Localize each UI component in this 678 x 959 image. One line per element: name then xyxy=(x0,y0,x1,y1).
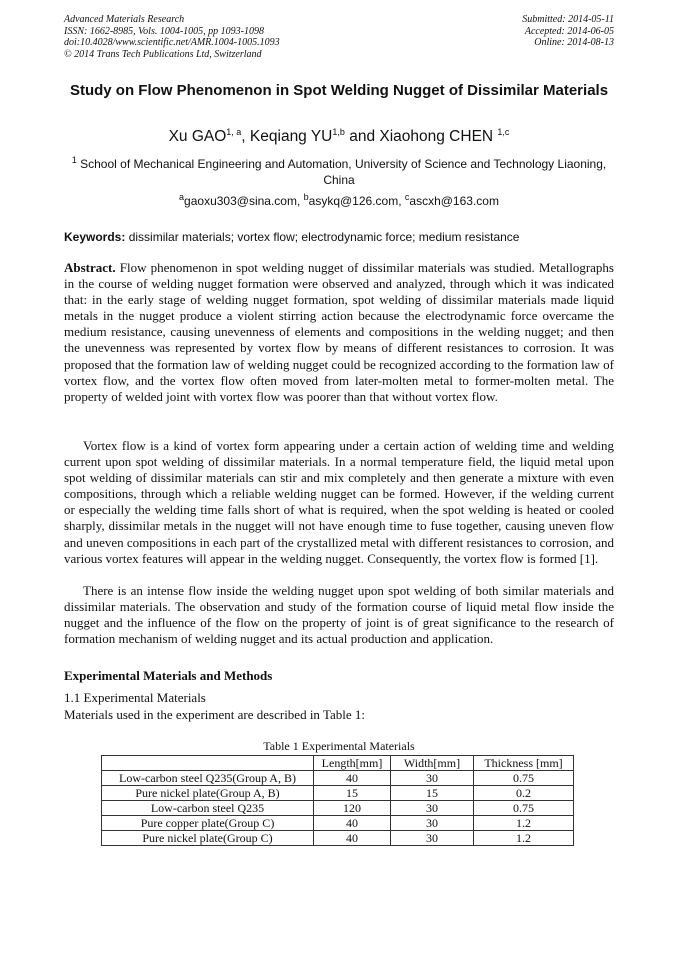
table-header-row xyxy=(102,756,574,771)
table-cell: 15 xyxy=(314,786,391,801)
intro-paragraph-1: Vortex flow is a kind of vortex form appearing under a certain action of welding time and welding current upon spot welding of dissimilar materials. In a normal temperature field, the liquid metal upon spot welding of dissimilar materials can stir and mix completely and then generate a mixture with even compositions, through which a reliable welding nugget can be formed. However, if the welding current or especially the welding time falls short of what is required, when the spot welding is heated or cooled sharply, dissimilar metals in the nugget will not have enough time to fuse together, causing uneven flow and uneven compositions in each part of the crystallized metal with different resistances to corrosion, and various vortex features will appear in the welding nugget. Consequently, the vortex flow is formed [1]. xyxy=(64,438,614,566)
table-cell: 0.2 xyxy=(474,786,574,801)
table-cell: 0.75 xyxy=(474,801,574,816)
table-cell: 30 xyxy=(391,801,474,816)
author-name: Xu GAO xyxy=(168,128,227,145)
affiliation xyxy=(64,156,614,188)
table-cell: Low-carbon steel Q235 xyxy=(102,801,314,816)
table-cell: 40 xyxy=(314,816,391,831)
author-superscript: 1, a xyxy=(226,126,242,137)
table-cell: Pure nickel plate(Group C) xyxy=(102,831,314,846)
abstract-text: Flow phenomenon in spot welding nugget of dissimilar materials was studied. Metallographs in the course of welding nugget formation were observed and analyzed, through which it was indicated that: in the early stage of welding nugget formation, spot welding of dissimilar materials made liquid metals in the nugget produce a violent stirring action because the electrodynamic force overcame the medium resistance, causing unevenness of elements and compositions in the welding nugget; and then the unevenness was represented by vortex flow by means of different resistances to corrosion. It was proposed that the formation law of welding nugget could be recognized according to the formation law of vortex flow, and the vortex flow often moved from later-molten metal to former-molten metal. The property of welded joint with vortex flow was poorer than that without vortex flow. xyxy=(64,260,614,404)
email-address: gaoxu303@sina.com xyxy=(184,194,297,208)
table-row xyxy=(102,831,574,846)
submission-dates xyxy=(522,14,614,49)
author-superscript: 1,c xyxy=(497,126,510,137)
journal-copyright: © 2014 Trans Tech Publications Ltd, Switzerland xyxy=(64,48,262,60)
subsection-heading: 1.1 Experimental Materials xyxy=(64,690,206,705)
abstract xyxy=(64,260,614,405)
submitted-date: Submitted: 2014-05-11 xyxy=(522,14,614,25)
table-cell: 0.75 xyxy=(474,771,574,786)
table-header-cell: Thickness [mm] xyxy=(474,756,574,771)
table-cell: 120 xyxy=(314,801,391,816)
journal-name: Advanced Materials Research xyxy=(64,14,185,25)
table-cell: 30 xyxy=(391,831,474,846)
journal-issn: ISSN: 1662-8985, Vols. 1004-1005, pp 1093-1098 xyxy=(64,25,264,37)
journal-doi: doi:10.4028/www.scientific.net/AMR.1004-1005.1093 xyxy=(64,37,280,48)
accepted-date: Accepted: 2014-06-05 xyxy=(524,25,614,37)
table-header-cell xyxy=(102,756,314,771)
section-heading: Experimental Materials and Methods xyxy=(64,668,273,683)
table-row xyxy=(102,816,574,831)
author-superscript: 1,b xyxy=(332,126,345,137)
table-cell: 40 xyxy=(314,771,391,786)
table-row xyxy=(102,771,574,786)
online-date: Online: 2014-08-13 xyxy=(534,37,614,48)
affiliation-text: School of Mechanical Engineering and Automation, University of Science and Technology Liaoning, China xyxy=(76,157,607,187)
table-cell: 1.2 xyxy=(474,831,574,846)
author-emails: $^a$gaoxu303@sina.com, $^b$asykq@126.com, $^c$ascxh@163.com xyxy=(179,192,499,208)
keywords-text: dissimilar materials; vortex flow; electrodynamic force; medium resistance xyxy=(125,230,520,244)
table-cell: Low-carbon steel Q235(Group A, B) xyxy=(102,771,314,786)
table-cell: 1.2 xyxy=(474,816,574,831)
keywords-label: Keywords: xyxy=(64,230,126,244)
materials-table xyxy=(101,755,574,846)
author-name: Xiaohong CHEN xyxy=(379,128,498,145)
table-row xyxy=(102,801,574,816)
table-cell: Pure nickel plate(Group A, B) xyxy=(102,786,314,801)
table-header-cell: Length[mm] xyxy=(314,756,391,771)
abstract-label: Abstract. xyxy=(64,260,116,275)
table-cell: 15 xyxy=(391,786,474,801)
keywords xyxy=(64,229,614,245)
table-header-cell: Width[mm] xyxy=(391,756,474,771)
table-caption: Table 1 Experimental Materials xyxy=(263,739,415,753)
table-cell: 40 xyxy=(314,831,391,846)
paper-title: Study on Flow Phenomenon in Spot Welding Nugget of Dissimilar Materials xyxy=(69,82,609,99)
table-row xyxy=(102,786,574,801)
author-name: Keqiang YU xyxy=(249,128,333,145)
table-cell: 30 xyxy=(391,816,474,831)
intro-paragraph-2: There is an intense flow inside the welding nugget upon spot welding of both similar materials and dissimilar materials. The observation and study of the formation course of liquid metal flow inside the nugget and the influence of the flow on the property of joint is of great significance to the research of formation mechanism of welding nugget and its actual production and application. xyxy=(64,583,614,647)
section-text: Materials used in the experiment are described in Table 1: xyxy=(64,707,365,722)
email-address: asykq@126.com xyxy=(308,194,399,208)
affiliation-superscript: 1 xyxy=(71,155,77,165)
author-list: Xu GAO$^{1, a}$, Keqiang YU$^{1,b}$ and Xiaohong CHEN $^{1,c}$ xyxy=(168,126,510,145)
table-cell: Pure copper plate(Group C) xyxy=(102,816,314,831)
email-address: ascxh@163.com xyxy=(409,194,499,208)
journal-header xyxy=(64,14,280,60)
table-cell: 30 xyxy=(391,771,474,786)
